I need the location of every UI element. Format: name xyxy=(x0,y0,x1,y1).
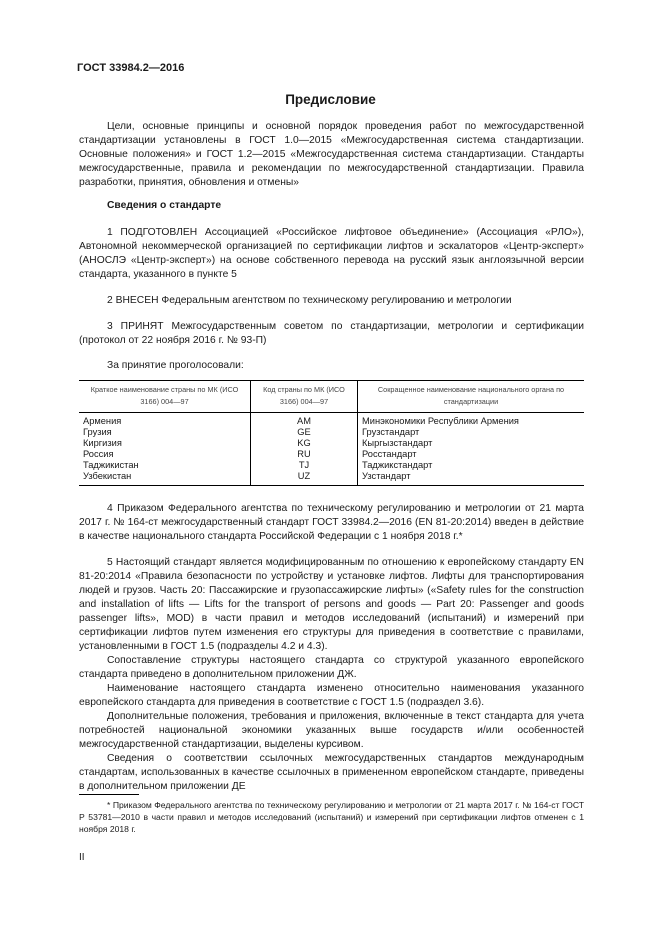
standard-info-heading: Сведения о стандарте xyxy=(107,200,222,211)
column-header-country: Краткое наименование страны по МК (ИСО 3166) 004—97 xyxy=(79,381,251,413)
table-row xyxy=(79,413,584,428)
country-cell: Россия xyxy=(83,449,114,459)
body-cell: Минэкономики Республики Армения xyxy=(358,413,585,428)
item-2-text: 2 ВНЕСЕН Федеральным агентством по техническому регулированию и метрологии xyxy=(107,295,512,306)
page-title: Предисловие xyxy=(285,92,376,107)
footnote xyxy=(79,799,584,835)
table-row xyxy=(79,438,584,449)
vote-label: За принятие проголосовали: xyxy=(107,360,244,371)
item-1-block xyxy=(79,226,584,282)
country-cell: Армения xyxy=(83,416,122,426)
page-number: II xyxy=(79,852,85,863)
country-cell: Грузия xyxy=(83,427,112,437)
footnote-divider xyxy=(79,794,139,795)
footnote-text: * Приказом Федерального агентства по техническому регулированию и метрологии от 21 марта 2017 г. № 164-ст ГОСТ Р 53781—2010 в части правил и методов исследований (испытаний) и измерений при сертификации лифтов отменен с 1 ноября 2018 г. xyxy=(79,800,584,834)
country-cell: Узбекистан xyxy=(79,471,251,486)
structure-comparison-paragraph: Сопоставление структуры настоящего стандарта со структурой указанного европейского стандарта приведено в дополнительном приложении ДЖ. xyxy=(79,655,584,680)
name-change-paragraph: Наименование настоящего стандарта изменено относительно наименования указанного европейского стандарта для приведения в соответствие с ГОСТ 1.5 (подраздел 3.6). xyxy=(79,683,584,708)
document-number-header: ГОСТ 33984.2—2016 xyxy=(77,62,185,74)
item-5-block xyxy=(79,556,584,794)
table-row xyxy=(79,449,584,460)
country-cell: Таджикистан xyxy=(83,460,139,470)
code-cell: RU xyxy=(251,449,358,460)
item-5-text: 5 Настоящий стандарт является модифицированным по отношению к европейскому стандарту EN 81-20:2014 «Правила безопасности по устройству и установке лифтов. Лифты для транспортирования людей и грузов. Часть 20: Пассажирские и грузопассажирские лифты» («Safety rules for the construction and installation of lifts — Lifts for the transport of persons and goods — Part 20: Passenger and goods passenger lifts», MOD) в части правил и методов исследований (испытаний) и измерений при сертификации лифтов путем изменения его структуры для приведения в соответствие с правилами, установленными в ГОСТ 1.5 (подразделы 4.2 и 4.3). xyxy=(79,557,584,652)
item-3-block xyxy=(79,320,584,348)
body-cell: Грузстандарт xyxy=(358,427,585,438)
table-row xyxy=(79,427,584,438)
table-row xyxy=(79,460,584,471)
item-4-block xyxy=(79,502,584,544)
body-cell: Узстандарт xyxy=(358,471,585,486)
code-cell: TJ xyxy=(251,460,358,471)
intro-paragraph xyxy=(79,120,584,190)
body-cell: Росстандарт xyxy=(358,449,585,460)
intro-text: Цели, основные принципы и основной порядок проведения работ по межгосударственной стандартизации установлены в ГОСТ 1.0—2015 «Межгосударственная система стандартизации. Основные положения» и ГОСТ 1.2—2015 «Межгосударственная система стандартизации. Стандарты межгосударственные, правила и рекомендации по межгосударственной стандартизации. Правила разработки, принятия, обновления и отмены» xyxy=(79,121,584,188)
item-2-block xyxy=(79,294,584,308)
body-cell: Кыргызстандарт xyxy=(358,438,585,449)
code-cell: AM xyxy=(251,413,358,428)
item-4-text: 4 Приказом Федерального агентства по техническому регулированию и метрологии от 21 марта 2017 г. № 164-ст межгосударственный стандарт ГОСТ 33984.2—2016 (EN 81-20:2014) введен в действие в качестве национального стандарта Российской Федерации с 1 ноября 2018 г.* xyxy=(79,503,584,542)
item-1-text: 1 ПОДГОТОВЛЕН Ассоциацией «Российское лифтовое объединение» (Ассоциация «РЛО»), Автономной некоммерческой организацией по сертификации лифтов и эскалаторов «Центр-эксперт» (АНОСЛЭ «Центр-эксперт») на основе собственного перевода на русский язык англоязычной версии стандарта, указанного в пункте 5 xyxy=(79,227,584,280)
table-header-row xyxy=(79,381,584,413)
column-header-body: Сокращенное наименование национального органа по стандартизации xyxy=(358,381,585,413)
code-cell: GE xyxy=(251,427,358,438)
item-3-text: 3 ПРИНЯТ Межгосударственным советом по стандартизации, метрологии и сертификации (протокол от 22 ноября 2016 г. № 93-П) xyxy=(79,321,584,346)
column-header-code: Код страны по МК (ИСО 3166) 004—97 xyxy=(251,381,358,413)
country-cell: Киргизия xyxy=(83,438,122,448)
table-row xyxy=(79,471,584,486)
references-paragraph: Сведения о соответствии ссылочных межгосударственных стандартов международным стандартам, использованных в качестве ссылочных в примененном европейском стандарте, приведены в дополнительном приложении ДЕ xyxy=(79,753,584,792)
body-cell: Таджикстандарт xyxy=(358,460,585,471)
voting-countries-table xyxy=(79,380,584,486)
additional-provisions-paragraph: Дополнительные положения, требования и приложения, включенные в текст стандарта для учета потребностей национальной экономики указанных выше государств и/или особенностей межгосударственной стандартизации, выделены курсивом. xyxy=(79,711,584,750)
code-cell: KG xyxy=(251,438,358,449)
code-cell: UZ xyxy=(251,471,358,486)
